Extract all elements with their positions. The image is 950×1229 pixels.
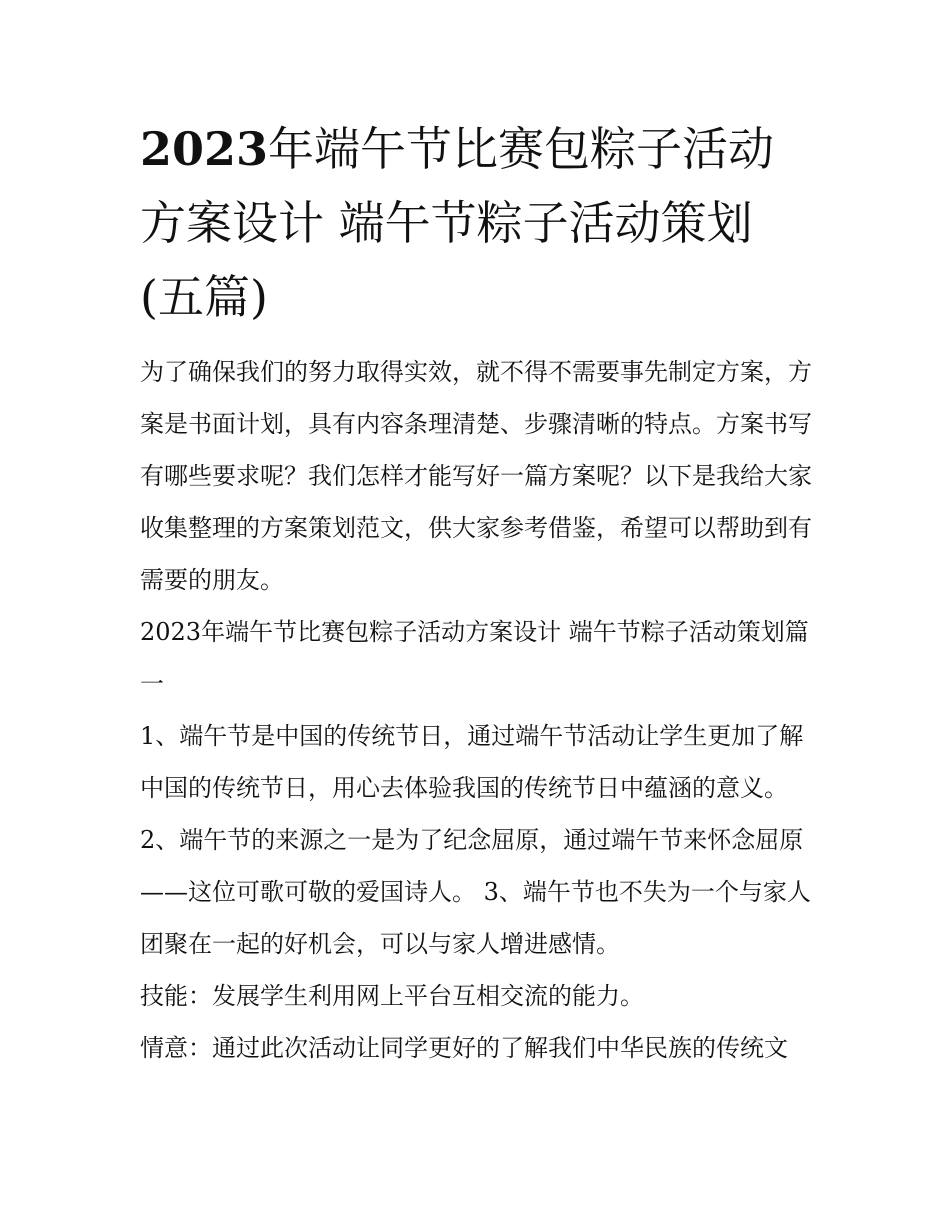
document-title xyxy=(140,112,816,334)
document-body xyxy=(140,112,816,1074)
intro-paragraph: 为了确保我们的努力取得实效，就不得不需要事先制定方案，方案是书面计划，具有内容条理清楚、步骤清晰的特点。方案书写有哪些要求呢？我们怎样才能写好一篇方案呢？以下是我给大家收集整理的方案策划范文，供大家参考借鉴，希望可以帮助到有需要的朋友。 xyxy=(140,358,812,594)
paragraph-item-1: 1、端午节是中国的传统节日，通过端午节活动让学生更加了解中国的传统节日，用心去体验我国的传统节日中蕴涵的意义。 xyxy=(140,722,804,802)
paragraph-emotion: 情意：通过此次活动让同学更好的了解我们中华民族的传统文 xyxy=(140,1034,788,1062)
title-year: 2023 xyxy=(140,122,269,176)
paragraph-item-2: 2、端午节的来源之一是为了纪念屈原，通过端午节来怀念屈原——这位可歌可敬的爱国诗人。 3、端午节也不失为一个与家人团聚在一起的好机会，可以与家人增进感情。 xyxy=(140,826,811,958)
title-text: 年端午节比赛包粽子活动方案设计 端午节粽子活动策划(五篇) xyxy=(140,122,775,324)
paragraph-skill: 技能：发展学生利用网上平台互相交流的能力。 xyxy=(140,982,644,1010)
section-heading: 2023年端午节比赛包粽子活动方案设计 端午节粽子活动策划篇一 xyxy=(140,618,809,698)
